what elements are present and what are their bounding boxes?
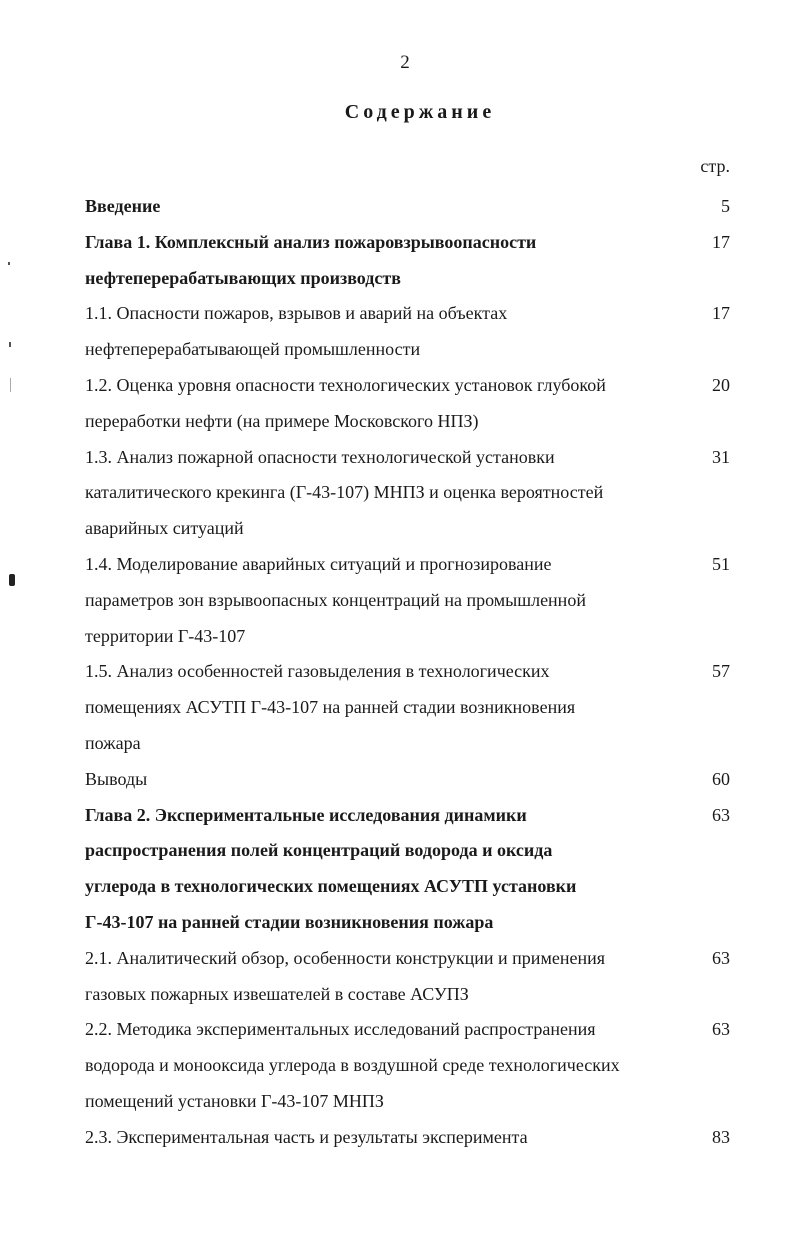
toc-entry-title: Глава 1. Комплексный анализ пожаровзрывоопасности (85, 231, 537, 252)
toc-entry-title: 1.1. Опасности пожаров, взрывов и аварий на объектах (85, 303, 508, 324)
toc-entry-continuation: пожара (85, 733, 141, 753)
toc-entry-page: 51 (712, 554, 730, 574)
toc-entry-continuation: помещениях АСУТП Г-43-107 на ранней стадии возникновения (85, 697, 576, 718)
page-title: Содержание (344, 101, 496, 123)
toc-entry-title: 2.2. Методика экспериментальных исследований распространения (85, 1019, 596, 1040)
toc-entry-continuation: территории Г-43-107 (85, 625, 246, 646)
toc-entry-continuation: распространения полей концентраций водорода и оксида (85, 840, 553, 861)
toc-entry-page: 31 (712, 446, 730, 467)
toc-entry-title: 1.3. Анализ пожарной опасности технологической установки (85, 446, 555, 467)
toc-entry-page: 63 (712, 804, 730, 825)
toc-entry-continuation: водорода и монооксида углерода в воздушной среде технологических (85, 1055, 620, 1076)
toc-entry-continuation: Г-43-107 на ранней стадии возникновения пожара (85, 912, 494, 932)
toc-entry-continuation: углерода в технологических помещениях АСУТП установки (85, 876, 577, 897)
toc-entry-title: 1.4. Моделирование аварийных ситуаций и прогнозирование (85, 554, 552, 574)
scan-speck (9, 342, 11, 347)
toc-entry-page: 57 (712, 661, 730, 682)
toc-entry-continuation: каталитического крекинга (Г-43-107) МНПЗ и оценка вероятностей (85, 482, 604, 503)
page-column-label: стр. (700, 156, 730, 176)
toc-entry-page: 20 (712, 375, 730, 395)
toc-entry-title: Выводы (85, 768, 148, 789)
toc-entry-continuation: переработки нефти (на примере Московского НПЗ) (85, 410, 479, 431)
toc-entry-title: 1.2. Оценка уровня опасности технологических установок глубокой (85, 375, 606, 395)
page-number: 2 (400, 52, 410, 73)
toc-entry-title: Глава 2. Экспериментальные исследования динамики (85, 804, 527, 825)
toc-entry-continuation: газовых пожарных извешателей в составе АСУПЗ (85, 983, 469, 1004)
toc-entry-continuation: параметров зон взрывоопасных концентраций на промышленной (85, 589, 586, 610)
toc-entry-page: 63 (712, 947, 730, 968)
toc-entry-title: 2.3. Экспериментальная часть и результаты эксперимента (85, 1126, 528, 1147)
toc-entry-continuation: нефтеперерабатывающих производств (85, 267, 401, 288)
toc-entry-page: 5 (721, 196, 730, 216)
toc-entry-title: Введение (85, 196, 161, 216)
toc-entry-page: 60 (712, 768, 730, 789)
toc-entry-page: 83 (712, 1126, 730, 1147)
toc-entry-title: 2.1. Аналитический обзор, особенности конструкции и применения (85, 947, 605, 968)
toc-entry-page: 63 (712, 1019, 730, 1040)
scan-speck (10, 378, 11, 392)
scan-speck (9, 574, 15, 586)
toc-entry-title: 1.5. Анализ особенностей газовыделения в технологических (85, 661, 550, 682)
toc-entry-continuation: аварийных ситуаций (85, 518, 244, 539)
toc-entry-continuation: нефтеперерабатывающей промышленности (85, 339, 421, 360)
toc-entry-page: 17 (712, 303, 730, 324)
scan-speck (8, 262, 10, 265)
toc-entry-continuation: помещений установки Г-43-107 МНПЗ (85, 1091, 384, 1111)
toc-entry-page: 17 (712, 231, 730, 252)
